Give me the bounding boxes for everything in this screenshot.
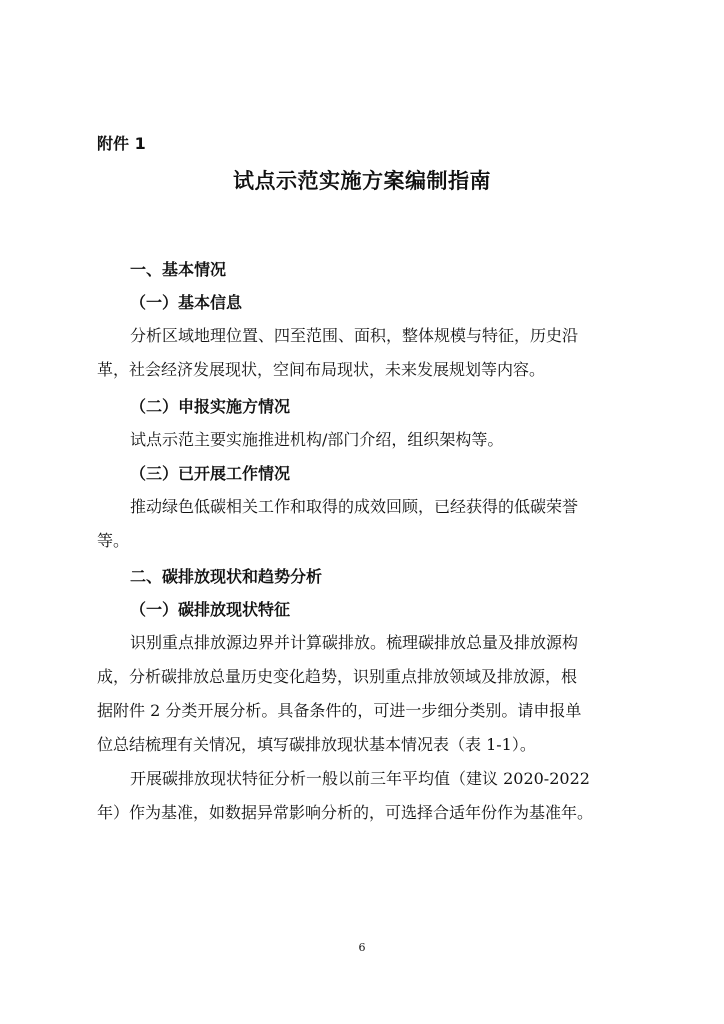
paragraph-line: 据附件 2 分类开展分析。具备条件的，可进一步细分类别。请申报单 bbox=[97, 701, 582, 720]
paragraph-line: 革，社会经济发展现状，空间布局现状，未来发展规划等内容。 bbox=[97, 360, 546, 379]
page-number: 6 bbox=[358, 941, 366, 954]
paragraph-line: 推动绿色低碳相关工作和取得的成效回顾，已经获得的低碳荣誉 bbox=[130, 497, 579, 516]
paragraph-line: 等。 bbox=[97, 531, 130, 550]
subsection-heading-basic-information: （一）基本信息 bbox=[130, 293, 243, 312]
paragraph-line: 成，分析碳排放总量历史变化趋势，识别重点排放领域及排放源，根 bbox=[97, 667, 578, 686]
subsection-heading-carbon-features: （一）碳排放现状特征 bbox=[130, 600, 291, 619]
paragraph-line: 位总结梳理有关情况，填写碳排放现状基本情况表（表 1-1）。 bbox=[97, 735, 536, 754]
section-heading-basic-info: 一、基本情况 bbox=[130, 260, 227, 279]
paragraph-line: 开展碳排放现状特征分析一般以前三年平均值（建议 2020-2022 bbox=[130, 769, 590, 788]
document-title: 试点示范实施方案编制指南 bbox=[233, 169, 491, 193]
paragraph-line: 试点示范主要实施推进机构/部门介绍，组织架构等。 bbox=[130, 430, 504, 449]
paragraph-line: 年）作为基准，如数据异常影响分析的，可选择合适年份作为基准年。 bbox=[97, 803, 594, 822]
section-heading-carbon-analysis: 二、碳排放现状和趋势分析 bbox=[130, 567, 323, 586]
paragraph-line: 识别重点排放源边界并计算碳排放。梳理碳排放总量及排放源构 bbox=[130, 633, 579, 652]
attachment-label: 附件 1 bbox=[97, 134, 146, 153]
paragraph-line: 分析区域地理位置、四至范围、面积，整体规模与特征，历史沿 bbox=[130, 326, 579, 345]
subsection-heading-work-done: （三）已开展工作情况 bbox=[130, 464, 291, 483]
subsection-heading-applicant: （二）申报实施方情况 bbox=[130, 397, 291, 416]
